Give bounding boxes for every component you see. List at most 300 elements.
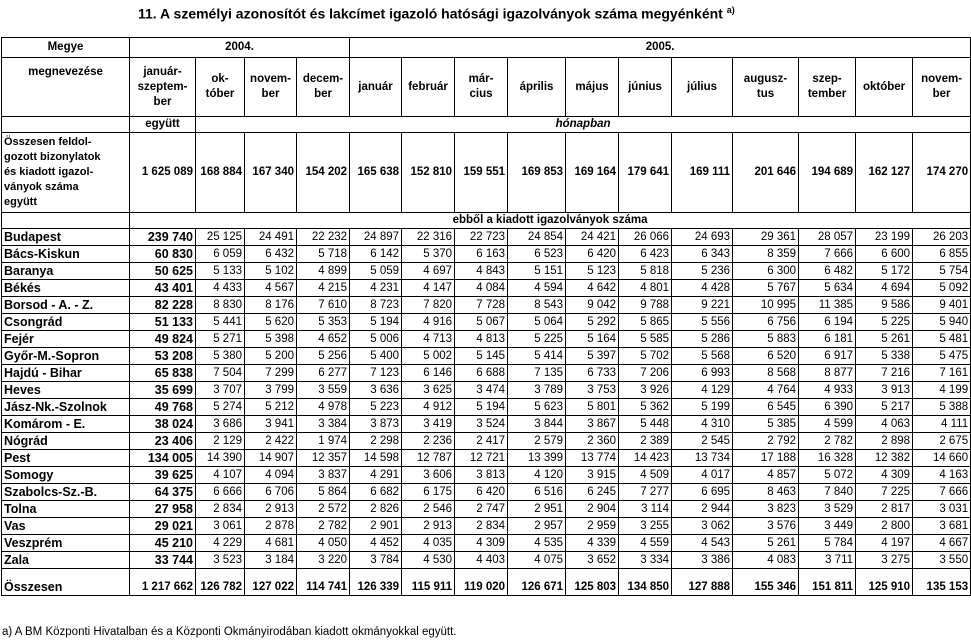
sum-value: 127 888	[672, 569, 733, 596]
table-row	[2, 433, 971, 450]
cell-value: 13 734	[672, 450, 733, 467]
col-header-month: szep- tember	[799, 58, 856, 117]
egyutt-header: együtt	[130, 117, 196, 133]
cell-value: 5 102	[245, 263, 297, 280]
col-header-month: október	[856, 58, 913, 117]
cell-value: 4 843	[455, 263, 508, 280]
table-row	[2, 552, 971, 569]
county-name: Zala	[2, 552, 130, 569]
cell-value: 3 753	[566, 382, 619, 399]
cell-value: 7 216	[856, 365, 913, 382]
cell-value: 4 050	[297, 535, 350, 552]
cell-value: 6 420	[566, 246, 619, 263]
cell-value: 5 286	[672, 331, 733, 348]
cell-value: 4 530	[402, 552, 455, 569]
cell-value: 14 598	[350, 450, 402, 467]
county-name: Komárom - E.	[2, 416, 130, 433]
cell-value: 4 075	[508, 552, 566, 569]
cell-value: 3 707	[196, 382, 245, 399]
cell-value: 26 203	[913, 229, 971, 246]
cell-value: 7 666	[913, 484, 971, 501]
cell-value: 6 175	[402, 484, 455, 501]
table-row	[2, 280, 971, 297]
cell-value: 3 334	[619, 552, 672, 569]
cell-value: 4 681	[245, 535, 297, 552]
cell-value: 5 400	[350, 348, 402, 365]
cell-value: 13 399	[508, 450, 566, 467]
cell-value: 3 606	[402, 467, 455, 484]
cell-value: 6 756	[733, 314, 799, 331]
cell-value: 5 092	[913, 280, 971, 297]
cell-value: 14 423	[619, 450, 672, 467]
cell-value: 3 837	[297, 467, 350, 484]
cell-value: 5 123	[566, 263, 619, 280]
cell-value: 7 123	[350, 365, 402, 382]
cell-value: 3 220	[297, 552, 350, 569]
cell-value: 5 362	[619, 399, 672, 416]
cell-value: 6 917	[799, 348, 856, 365]
total-value: 159 551	[455, 133, 508, 213]
cell-value: 22 316	[402, 229, 455, 246]
cell-value: 16 328	[799, 450, 856, 467]
cell-value: 5 380	[196, 348, 245, 365]
cell-value: 4 229	[196, 535, 245, 552]
cell-value: 2 389	[619, 433, 672, 450]
sum-value: 134 850	[619, 569, 672, 596]
cell-value: 3 062	[672, 518, 733, 535]
cell-value: 5 414	[508, 348, 566, 365]
cell-value: 6 432	[245, 246, 297, 263]
cell-value: 5 388	[913, 399, 971, 416]
cell-value: 5 261	[856, 331, 913, 348]
total-value: 179 641	[619, 133, 672, 213]
cell-value: 60 830	[130, 246, 196, 263]
cell-value: 8 877	[799, 365, 856, 382]
cell-value: 5 217	[856, 399, 913, 416]
table-row	[2, 399, 971, 416]
cell-value: 12 382	[856, 450, 913, 467]
county-name: Nógrád	[2, 433, 130, 450]
cell-value: 3 915	[566, 467, 619, 484]
cell-value: 4 083	[733, 552, 799, 569]
cell-value: 5 397	[566, 348, 619, 365]
cell-value: 4 452	[350, 535, 402, 552]
cell-value: 2 579	[508, 433, 566, 450]
county-name: Baranya	[2, 263, 130, 280]
col-header-month: június	[619, 58, 672, 117]
cell-value: 4 231	[350, 280, 402, 297]
cell-value: 3 529	[799, 501, 856, 518]
cell-value: 3 789	[508, 382, 566, 399]
cell-value: 4 310	[672, 416, 733, 433]
total-value: 1 625 089	[130, 133, 196, 213]
cell-value: 6 516	[508, 484, 566, 501]
cell-value: 5 212	[245, 399, 297, 416]
total-value: 154 202	[297, 133, 350, 213]
cell-value: 3 799	[245, 382, 297, 399]
cell-value: 6 682	[350, 484, 402, 501]
cell-value: 4 933	[799, 382, 856, 399]
cell-value: 4 813	[455, 331, 508, 348]
cell-value: 2 913	[245, 501, 297, 518]
cell-value: 2 817	[856, 501, 913, 518]
table-row	[2, 501, 971, 518]
cell-value: 2 834	[455, 518, 508, 535]
cell-value: 5 064	[508, 314, 566, 331]
county-name: Pest	[2, 450, 130, 467]
cell-value: 6 482	[799, 263, 856, 280]
cell-value: 3 681	[913, 518, 971, 535]
cell-value: 4 291	[350, 467, 402, 484]
cell-value: 5 398	[245, 331, 297, 348]
cell-value: 5 236	[672, 263, 733, 280]
sum-value: 126 339	[350, 569, 402, 596]
total-value: 169 853	[508, 133, 566, 213]
cell-value: 2 944	[672, 501, 733, 518]
cell-value: 7 277	[619, 484, 672, 501]
cell-value: 4 063	[856, 416, 913, 433]
cell-value: 65 838	[130, 365, 196, 382]
cell-value: 29 361	[733, 229, 799, 246]
cell-value: 45 210	[130, 535, 196, 552]
cell-value: 4 215	[297, 280, 350, 297]
table-row	[2, 467, 971, 484]
table-row	[2, 331, 971, 348]
year-2004-header: 2004.	[130, 38, 350, 58]
title-text: 11. A személyi azonosítót és lakcímet igazoló hatósági igazolványok száma megyénként	[138, 5, 723, 22]
cell-value: 5 002	[402, 348, 455, 365]
cell-value: 6 181	[799, 331, 856, 348]
cell-value: 4 713	[402, 331, 455, 348]
table-row	[2, 297, 971, 314]
total-value: 167 340	[245, 133, 297, 213]
table-row	[2, 535, 971, 552]
cell-value: 5 338	[856, 348, 913, 365]
cell-value: 14 660	[913, 450, 971, 467]
cell-value: 6 277	[297, 365, 350, 382]
cell-value: 2 901	[350, 518, 402, 535]
cell-value: 8 723	[350, 297, 402, 314]
cell-value: 6 520	[733, 348, 799, 365]
cell-value: 4 433	[196, 280, 245, 297]
col-header-jan-szept: január- szeptem- ber	[130, 58, 196, 117]
cell-value: 7 820	[402, 297, 455, 314]
cell-value: 4 017	[672, 467, 733, 484]
cell-value: 9 788	[619, 297, 672, 314]
cell-value: 14 390	[196, 450, 245, 467]
cell-value: 13 774	[566, 450, 619, 467]
cell-value: 4 035	[402, 535, 455, 552]
total-value: 169 111	[672, 133, 733, 213]
cell-value: 6 855	[913, 246, 971, 263]
cell-value: 35 699	[130, 382, 196, 399]
sum-value: 126 782	[196, 569, 245, 596]
cell-value: 4 535	[508, 535, 566, 552]
table-title	[0, 0, 963, 36]
cell-value: 5 353	[297, 314, 350, 331]
county-name: Vas	[2, 518, 130, 535]
cell-value: 2 360	[566, 433, 619, 450]
cell-value: 51 133	[130, 314, 196, 331]
cell-value: 24 421	[566, 229, 619, 246]
cell-value: 5 718	[297, 246, 350, 263]
county-name: Tolna	[2, 501, 130, 518]
table-row	[2, 314, 971, 331]
megye-header: Megye	[2, 38, 130, 58]
cell-value: 2 878	[245, 518, 297, 535]
cell-value: 239 740	[130, 229, 196, 246]
cell-value: 27 958	[130, 501, 196, 518]
cell-value: 22 723	[455, 229, 508, 246]
col-header-month: május	[566, 58, 619, 117]
cell-value: 10 995	[733, 297, 799, 314]
cell-value: 26 066	[619, 229, 672, 246]
sum-value: 125 803	[566, 569, 619, 596]
cell-value: 24 854	[508, 229, 566, 246]
cell-value: 3 636	[350, 382, 402, 399]
cell-value: 3 550	[913, 552, 971, 569]
cell-value: 3 419	[402, 416, 455, 433]
cell-value: 17 188	[733, 450, 799, 467]
cell-value: 2 951	[508, 501, 566, 518]
cell-value: 7 225	[856, 484, 913, 501]
cell-value: 5 223	[350, 399, 402, 416]
table-row	[2, 416, 971, 433]
sum-value: 151 811	[799, 569, 856, 596]
cell-value: 7 135	[508, 365, 566, 382]
cell-value: 5 448	[619, 416, 672, 433]
cell-value: 24 491	[245, 229, 297, 246]
cell-value: 5 754	[913, 263, 971, 280]
cell-value: 12 787	[402, 450, 455, 467]
cell-value: 4 107	[196, 467, 245, 484]
sum-value: 115 911	[402, 569, 455, 596]
cell-value: 5 164	[566, 331, 619, 348]
col-header-month: április	[508, 58, 566, 117]
sum-value: 155 346	[733, 569, 799, 596]
cell-value: 6 666	[196, 484, 245, 501]
cell-value: 2 792	[733, 433, 799, 450]
cell-value: 4 309	[455, 535, 508, 552]
cell-value: 3 941	[245, 416, 297, 433]
cell-value: 4 403	[455, 552, 508, 569]
table-row	[2, 229, 971, 246]
cell-value: 2 129	[196, 433, 245, 450]
cell-value: 2 959	[566, 518, 619, 535]
cell-value: 3 686	[196, 416, 245, 433]
cell-value: 3 711	[799, 552, 856, 569]
cell-value: 7 161	[913, 365, 971, 382]
cell-value: 4 694	[856, 280, 913, 297]
cell-value: 5 271	[196, 331, 245, 348]
cell-value: 5 225	[508, 331, 566, 348]
cell-value: 3 926	[619, 382, 672, 399]
cell-value: 3 449	[799, 518, 856, 535]
col-header-month: novem- ber	[913, 58, 971, 117]
cell-value: 5 145	[455, 348, 508, 365]
cell-value: 4 147	[402, 280, 455, 297]
sum-value: 114 741	[297, 569, 350, 596]
cell-value: 3 576	[733, 518, 799, 535]
cell-value: 5 199	[672, 399, 733, 416]
cell-value: 5 261	[733, 535, 799, 552]
cell-value: 3 844	[508, 416, 566, 433]
cell-value: 23 406	[130, 433, 196, 450]
cell-value: 64 375	[130, 484, 196, 501]
cell-value: 9 401	[913, 297, 971, 314]
cell-value: 5 067	[455, 314, 508, 331]
cell-value: 5 585	[619, 331, 672, 348]
sum-value: 125 910	[856, 569, 913, 596]
table-row	[2, 348, 971, 365]
cell-value: 22 232	[297, 229, 350, 246]
cell-value: 2 782	[297, 518, 350, 535]
cell-value: 4 111	[913, 416, 971, 433]
col-header-month: augusz- tus	[733, 58, 799, 117]
cell-value: 3 275	[856, 552, 913, 569]
cell-value: 2 913	[402, 518, 455, 535]
cell-value: 2 545	[672, 433, 733, 450]
cell-value: 6 300	[733, 263, 799, 280]
cell-value: 5 194	[455, 399, 508, 416]
cell-value: 4 199	[913, 382, 971, 399]
cell-value: 4 857	[733, 467, 799, 484]
cell-value: 3 524	[455, 416, 508, 433]
cell-value: 38 024	[130, 416, 196, 433]
cell-value: 4 764	[733, 382, 799, 399]
cell-value: 5 818	[619, 263, 672, 280]
cell-value: 2 675	[913, 433, 971, 450]
cell-value: 8 463	[733, 484, 799, 501]
county-name: Csongrád	[2, 314, 130, 331]
cell-value: 5 385	[733, 416, 799, 433]
cell-value: 2 747	[455, 501, 508, 518]
table-row	[2, 450, 971, 467]
cell-value: 4 916	[402, 314, 455, 331]
cell-value: 6 993	[672, 365, 733, 382]
col-header-month: július	[672, 58, 733, 117]
cell-value: 4 594	[508, 280, 566, 297]
cell-value: 3 061	[196, 518, 245, 535]
cell-value: 29 021	[130, 518, 196, 535]
county-name: Békés	[2, 280, 130, 297]
cell-value: 2 422	[245, 433, 297, 450]
cell-value: 4 559	[619, 535, 672, 552]
cell-value: 5 634	[799, 280, 856, 297]
cell-value: 5 481	[913, 331, 971, 348]
county-name: Jász-Nk.-Szolnok	[2, 399, 130, 416]
cell-value: 6 423	[619, 246, 672, 263]
total-value: 174 270	[913, 133, 971, 213]
total-value: 152 810	[402, 133, 455, 213]
county-name: Győr-M.-Sopron	[2, 348, 130, 365]
cell-value: 6 245	[566, 484, 619, 501]
cell-value: 2 826	[350, 501, 402, 518]
cell-value: 3 784	[350, 552, 402, 569]
cell-value: 6 390	[799, 399, 856, 416]
cell-value: 4 978	[297, 399, 350, 416]
total-value: 201 646	[733, 133, 799, 213]
cell-value: 3 867	[566, 416, 619, 433]
cell-value: 4 697	[402, 263, 455, 280]
cell-value: 5 059	[350, 263, 402, 280]
cell-value: 2 236	[402, 433, 455, 450]
table-row	[2, 365, 971, 382]
cell-value: 3 625	[402, 382, 455, 399]
cell-value: 2 546	[402, 501, 455, 518]
cell-value: 4 428	[672, 280, 733, 297]
cell-value: 5 801	[566, 399, 619, 416]
cell-value: 4 899	[297, 263, 350, 280]
county-name: Heves	[2, 382, 130, 399]
cell-value: 3 523	[196, 552, 245, 569]
cell-value: 2 800	[856, 518, 913, 535]
county-name: Fejér	[2, 331, 130, 348]
cell-value: 4 509	[619, 467, 672, 484]
cell-value: 5 568	[672, 348, 733, 365]
cell-value: 4 642	[566, 280, 619, 297]
county-name: Veszprém	[2, 535, 130, 552]
total-value: 165 638	[350, 133, 402, 213]
col-header-month: ok- tóber	[196, 58, 245, 117]
cell-value: 5 556	[672, 314, 733, 331]
cell-value: 5 194	[350, 314, 402, 331]
cell-value: 7 610	[297, 297, 350, 314]
cell-value: 5 225	[856, 314, 913, 331]
cell-value: 7 299	[245, 365, 297, 382]
cell-value: 49 768	[130, 399, 196, 416]
sum-value: 119 020	[455, 569, 508, 596]
cell-value: 2 417	[455, 433, 508, 450]
cell-value: 2 898	[856, 433, 913, 450]
data-table	[1, 37, 971, 596]
county-name: Somogy	[2, 467, 130, 484]
cell-value: 11 385	[799, 297, 856, 314]
cell-value: 3 873	[350, 416, 402, 433]
cell-value: 4 309	[856, 467, 913, 484]
cell-value: 3 386	[672, 552, 733, 569]
county-name: Hajdú - Bihar	[2, 365, 130, 382]
col-header-month: január	[350, 58, 402, 117]
cell-value: 4 567	[245, 280, 297, 297]
cell-value: 33 744	[130, 552, 196, 569]
total-value: 169 164	[566, 133, 619, 213]
cell-value: 3 913	[856, 382, 913, 399]
cell-value: 4 163	[913, 467, 971, 484]
cell-value: 2 957	[508, 518, 566, 535]
cell-value: 5 151	[508, 263, 566, 280]
cell-value: 5 475	[913, 348, 971, 365]
cell-value: 2 782	[799, 433, 856, 450]
sum-row	[2, 569, 971, 596]
cell-value: 5 370	[402, 246, 455, 263]
cell-value: 3 559	[297, 382, 350, 399]
cell-value: 4 129	[672, 382, 733, 399]
cell-value: 4 094	[245, 467, 297, 484]
county-name: Bács-Kiskun	[2, 246, 130, 263]
cell-value: 4 339	[566, 535, 619, 552]
cell-value: 5 200	[245, 348, 297, 365]
cell-value: 14 907	[245, 450, 297, 467]
county-name: Budapest	[2, 229, 130, 246]
cell-value: 25 125	[196, 229, 245, 246]
county-name: Borsod - A. - Z.	[2, 297, 130, 314]
cell-value: 12 357	[297, 450, 350, 467]
cell-value: 4 120	[508, 467, 566, 484]
cell-value: 134 005	[130, 450, 196, 467]
cell-value: 6 706	[245, 484, 297, 501]
cell-value: 2 904	[566, 501, 619, 518]
